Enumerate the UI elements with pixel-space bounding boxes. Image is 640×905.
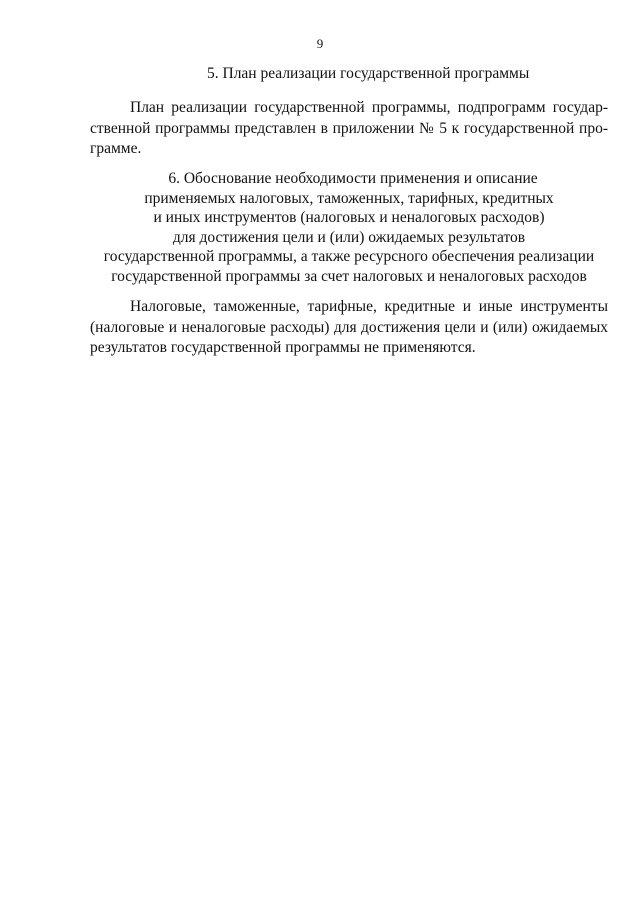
paragraph-line: грамме. xyxy=(90,140,142,157)
paragraph-line: результатов государственной программы не применяются. xyxy=(90,339,476,356)
heading-line: государственной программы, а также ресурсного обеспечения реализации xyxy=(103,248,595,265)
paragraph-line: Налоговые, таможенные, тарифные, кредитные и иные инструменты xyxy=(130,298,608,315)
section-6-paragraph xyxy=(90,297,608,359)
paragraph-line: ственной программы представлен в приложении № 5 к государственной про- xyxy=(90,119,608,137)
section-5-paragraph xyxy=(90,98,608,160)
paragraph-line: (налоговые и неналоговые расходы) для достижения цели и (или) ожидаемых xyxy=(90,318,608,336)
page-number: 9 xyxy=(316,36,324,51)
heading-line: применяемых налоговых, таможенных, тарифных, кредитных xyxy=(144,189,554,207)
heading-line: государственной программы за счет налоговых и неналоговых расходов xyxy=(111,267,587,285)
heading-line: и иных инструментов (налоговых и неналоговых расходов) xyxy=(153,209,545,226)
section-6-heading xyxy=(90,169,608,286)
section-5-heading: 5. План реализации государственной программы xyxy=(207,65,530,82)
heading-line: для достижения цели и (или) ожидаемых результатов xyxy=(172,228,526,246)
heading-line: 6. Обоснование необходимости применения и описание xyxy=(168,170,538,187)
paragraph-line: План реализации государственной программы, подпрограмм государ- xyxy=(130,99,608,116)
